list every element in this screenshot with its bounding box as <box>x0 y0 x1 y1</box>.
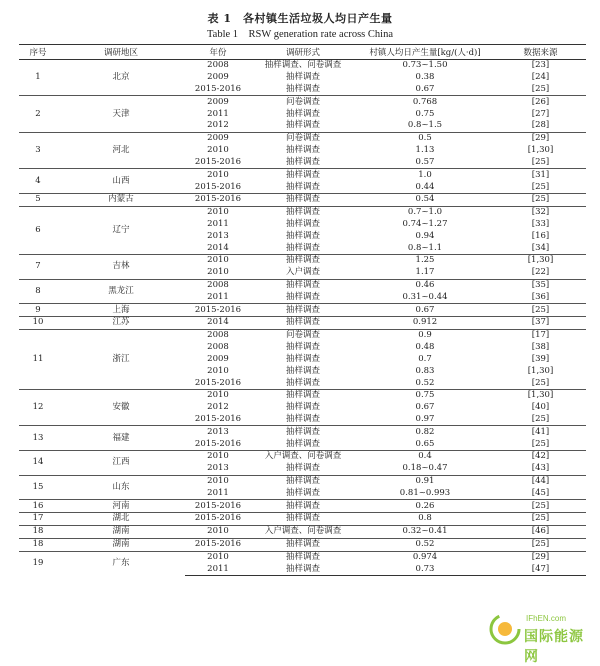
cell-generation-rate: 0.97 <box>415 413 435 424</box>
cell-source: [29] <box>495 551 586 563</box>
cell-source: [37] <box>495 317 586 330</box>
cell-method: 抽样调查 <box>251 538 355 551</box>
row-index: 10 <box>19 317 57 330</box>
cell-generation-rate: 0.54 <box>355 193 495 206</box>
cell-year: 2015-2016 <box>194 181 242 192</box>
cell-method: 抽样调查 <box>285 120 320 131</box>
table-row <box>19 475 586 487</box>
row-region: 河北 <box>57 132 185 168</box>
cell-source: [28] <box>531 120 550 131</box>
row-index: 6 <box>19 206 57 254</box>
cell-year: 2010 <box>185 451 251 463</box>
cell-method: 入户调查、问卷调查 <box>251 525 355 538</box>
cell-method: 抽样调查 <box>285 145 320 156</box>
cell-year: 2011 <box>207 218 229 229</box>
cell-generation-rate: 0.5 <box>355 132 495 144</box>
cell-generation-rate: 0.67 <box>415 84 435 95</box>
cell-year: 2009 <box>207 353 229 364</box>
cell-year: 2015-2016 <box>185 513 251 526</box>
table-row <box>19 538 586 551</box>
cell-year: 2010 <box>207 267 229 278</box>
row-index: 16 <box>19 500 57 513</box>
table-row <box>19 255 586 267</box>
row-index: 4 <box>19 169 57 194</box>
row-index: 14 <box>19 451 57 476</box>
cell-method: 抽样调查 <box>285 72 320 83</box>
cell-year: 2011 <box>207 291 229 302</box>
cell-generation-rate: 0.9 <box>355 329 495 341</box>
header-index: 序号 <box>19 45 57 60</box>
cell-year: 2009 <box>185 132 251 144</box>
cell-generation-rate: 0.91 <box>355 475 495 487</box>
cell-generation-rate: 0.32~0.41 <box>355 525 495 538</box>
cell-method: 抽样调查 <box>251 317 355 330</box>
cell-source: [34] <box>531 242 550 253</box>
cell-method: 抽样调查 <box>251 279 355 291</box>
cell-source: [29] <box>495 132 586 144</box>
cell-method: 问卷调查 <box>251 329 355 341</box>
cell-generation-rate: 1.0 <box>355 169 495 181</box>
cell-method: 抽样调查 <box>251 304 355 317</box>
cell-year: 2011 <box>185 563 251 575</box>
cell-source: [27] <box>531 108 550 119</box>
table-row <box>19 389 586 401</box>
cell-method: 入户调查、问卷调查 <box>251 451 355 463</box>
cell-source: [22] <box>531 267 550 278</box>
cell-source: [33] <box>531 218 550 229</box>
table-row <box>19 193 586 206</box>
cell-source: [40] <box>531 402 550 413</box>
row-region: 山东 <box>57 475 185 500</box>
table-title-english: Table 1 RSW generation rate across China <box>207 29 393 40</box>
cell-year: 2011 <box>207 487 229 498</box>
row-region: 江西 <box>57 451 185 476</box>
table-row <box>19 169 586 181</box>
cell-source: [25] <box>531 84 550 95</box>
cell-source: [36] <box>531 291 550 302</box>
table-row <box>19 60 586 72</box>
row-index: 18 <box>19 525 57 538</box>
cell-method: 抽样调查 <box>285 463 320 474</box>
cell-generation-rate: 0.67 <box>415 402 435 413</box>
cell-generation-rate: 0.768 <box>355 96 495 108</box>
cell-source: [25] <box>495 304 586 317</box>
row-region: 浙江 <box>57 329 185 389</box>
cell-generation-rate: 0.26 <box>355 500 495 513</box>
cell-method: 问卷调查 <box>251 132 355 144</box>
cell-year: 2015-2016 <box>194 156 242 167</box>
row-index: 1 <box>19 60 57 96</box>
table-row <box>19 451 586 463</box>
cell-method: 抽样调查 <box>285 156 320 167</box>
cell-year: 2013 <box>207 463 229 474</box>
cell-source: [25] <box>531 413 550 424</box>
row-region: 湖南 <box>57 525 185 538</box>
cell-year: 2015-2016 <box>194 84 242 95</box>
cell-generation-rate: 0.57 <box>415 156 435 167</box>
cell-year: 2013 <box>207 230 229 241</box>
cell-source: [35] <box>495 279 586 291</box>
cell-generation-rate: 1.25 <box>355 255 495 267</box>
row-index: 2 <box>19 96 57 132</box>
rsw-generation-table <box>19 44 586 576</box>
row-index: 9 <box>19 304 57 317</box>
row-index: 8 <box>19 279 57 304</box>
cell-method: 抽样调查 <box>251 551 355 563</box>
cell-method: 抽样调查 <box>285 84 320 95</box>
cell-year: 2015-2016 <box>194 438 242 449</box>
row-region: 湖北 <box>57 513 185 526</box>
table-row <box>19 96 586 108</box>
cell-method: 抽样调查 <box>251 169 355 181</box>
cell-generation-rate: 0.67 <box>355 304 495 317</box>
cell-generation-rate: 0.65 <box>415 438 435 449</box>
cell-year: 2015-2016 <box>194 377 242 388</box>
cell-generation-rate: 0.8~1.5 <box>407 120 443 131</box>
cell-generation-rate: 0.48 <box>415 342 435 353</box>
cell-method: 抽样调查 <box>285 402 320 413</box>
cell-method: 抽样调查 <box>251 475 355 487</box>
cell-generation-rate: 0.83 <box>415 365 435 376</box>
table-row <box>19 551 586 563</box>
cell-source: [39] <box>531 353 550 364</box>
cell-source: [32] <box>495 206 586 218</box>
cell-generation-rate: 0.52 <box>415 377 435 388</box>
cell-source: [42] <box>495 451 586 463</box>
row-index: 17 <box>19 513 57 526</box>
cell-source: [17] <box>495 329 586 341</box>
cell-method: 抽样调查 <box>285 291 320 302</box>
row-region: 天津 <box>57 96 185 132</box>
table-header-row <box>19 45 586 60</box>
cell-method: 抽样调查 <box>285 353 320 364</box>
table-row <box>19 500 586 513</box>
cell-generation-rate: 1.17 <box>415 267 435 278</box>
cell-year: 2015-2016 <box>185 538 251 551</box>
cell-source: [25] <box>531 156 550 167</box>
cell-generation-rate: 0.73 <box>355 563 495 575</box>
table-row <box>19 513 586 526</box>
cell-method: 抽样调查 <box>285 438 320 449</box>
cell-source: [16] <box>531 230 550 241</box>
cell-source: [25] <box>495 513 586 526</box>
cell-source: [1,30] <box>527 365 554 376</box>
cell-year: 2010 <box>185 206 251 218</box>
cell-year: 2015-2016 <box>185 500 251 513</box>
cell-source: [45] <box>531 487 550 498</box>
cell-method: 抽样调查 <box>251 206 355 218</box>
cell-year: 2008 <box>185 279 251 291</box>
cell-method: 抽样调查 <box>251 513 355 526</box>
cell-source: [25] <box>495 193 586 206</box>
cell-source: [47] <box>495 563 586 575</box>
row-region: 上海 <box>57 304 185 317</box>
cell-generation-rate: 0.82 <box>355 426 495 438</box>
row-region: 河南 <box>57 500 185 513</box>
watermark <box>488 612 588 665</box>
cell-year: 2008 <box>207 342 229 353</box>
cell-method: 抽样调查 <box>251 500 355 513</box>
cell-year: 2009 <box>185 96 251 108</box>
watermark-domain: IFhEN.com <box>526 614 567 623</box>
row-region: 安徽 <box>57 389 185 425</box>
row-region: 内蒙古 <box>57 193 185 206</box>
cell-year: 2010 <box>207 145 229 156</box>
cell-generation-rate: 0.31~0.44 <box>402 291 448 302</box>
cell-generation-rate: 0.75 <box>415 108 435 119</box>
cell-method: 问卷调查 <box>251 96 355 108</box>
table-row <box>19 525 586 538</box>
row-index: 12 <box>19 389 57 425</box>
cell-year: 2014 <box>185 317 251 330</box>
cell-generation-rate: 0.7~1.0 <box>355 206 495 218</box>
cell-generation-rate: 0.18~0.47 <box>402 463 448 474</box>
watermark-name: 国际能源网 <box>524 629 584 665</box>
cell-source: [44] <box>495 475 586 487</box>
header-year: 年份 <box>185 45 251 60</box>
header-method: 调研形式 <box>251 45 355 60</box>
cell-source: [26] <box>495 96 586 108</box>
energy-logo-icon <box>488 612 522 646</box>
cell-generation-rate: 0.74~1.27 <box>402 218 448 229</box>
table-body <box>19 60 586 576</box>
row-region: 吉林 <box>57 255 185 280</box>
cell-generation-rate: 0.52 <box>355 538 495 551</box>
cell-year: 2008 <box>185 329 251 341</box>
row-region: 福建 <box>57 426 185 451</box>
cell-source: [43] <box>531 463 550 474</box>
cell-year: 2015-2016 <box>185 193 251 206</box>
cell-method: 抽样调查 <box>251 193 355 206</box>
cell-method: 抽样调查 <box>285 230 320 241</box>
row-index: 3 <box>19 132 57 168</box>
cell-year: 2012 <box>207 120 229 131</box>
row-region: 山西 <box>57 169 185 194</box>
row-region: 江苏 <box>57 317 185 330</box>
cell-method: 抽样调查 <box>251 389 355 401</box>
cell-method: 抽样调查 <box>285 342 320 353</box>
cell-generation-rate: 0.4 <box>355 451 495 463</box>
row-region: 北京 <box>57 60 185 96</box>
row-index: 5 <box>19 193 57 206</box>
cell-generation-rate: 0.7 <box>418 353 432 364</box>
cell-method: 抽样调查 <box>285 181 320 192</box>
cell-generation-rate: 0.38 <box>415 72 435 83</box>
cell-generation-rate: 0.44 <box>415 181 435 192</box>
row-region: 辽宁 <box>57 206 185 254</box>
cell-year: 2010 <box>185 551 251 563</box>
header-source: 数据来源 <box>495 45 586 60</box>
row-index: 13 <box>19 426 57 451</box>
cell-generation-rate: 0.46 <box>355 279 495 291</box>
cell-method: 抽样调查 <box>285 413 320 424</box>
table-row <box>19 426 586 438</box>
cell-source: [25] <box>531 438 550 449</box>
cell-generation-rate: 0.73~1.50 <box>355 60 495 72</box>
cell-year: 2013 <box>185 426 251 438</box>
table-row <box>19 279 586 291</box>
cell-source: [31] <box>495 169 586 181</box>
cell-year: 2015-2016 <box>194 413 242 424</box>
cell-year: 2008 <box>185 60 251 72</box>
cell-method: 抽样调查 <box>251 255 355 267</box>
cell-method: 入户调查 <box>285 267 320 278</box>
row-region: 广东 <box>57 551 185 576</box>
cell-source: [25] <box>531 181 550 192</box>
cell-method: 抽样调查 <box>251 426 355 438</box>
cell-year: 2010 <box>185 255 251 267</box>
row-index: 15 <box>19 475 57 500</box>
cell-generation-rate: 0.75 <box>355 389 495 401</box>
cell-year: 2010 <box>185 525 251 538</box>
cell-year: 2015-2016 <box>185 304 251 317</box>
cell-year: 2012 <box>207 402 229 413</box>
header-region: 调研地区 <box>57 45 185 60</box>
row-index: 18 <box>19 538 57 551</box>
table-row <box>19 304 586 317</box>
cell-generation-rate: 1.13 <box>415 145 435 156</box>
cell-generation-rate: 0.94 <box>415 230 435 241</box>
cell-generation-rate: 0.912 <box>355 317 495 330</box>
cell-source: [25] <box>531 377 550 388</box>
cell-method: 抽样调查 <box>251 563 355 575</box>
cell-year: 2010 <box>207 365 229 376</box>
cell-generation-rate: 0.8 <box>355 513 495 526</box>
cell-source: [1,30] <box>495 389 586 401</box>
cell-source: [38] <box>531 342 550 353</box>
cell-method: 抽样调查 <box>285 365 320 376</box>
cell-year: 2010 <box>185 475 251 487</box>
cell-source: [1,30] <box>495 255 586 267</box>
cell-source: [41] <box>495 426 586 438</box>
cell-generation-rate: 0.974 <box>355 551 495 563</box>
cell-method: 抽样调查 <box>285 108 320 119</box>
row-region: 黑龙江 <box>57 279 185 304</box>
cell-method: 抽样调查 <box>285 487 320 498</box>
table-row <box>19 132 586 144</box>
table-title-chinese: 表 1 各村镇生活垃圾人均日产生量 <box>207 12 393 25</box>
cell-year: 2014 <box>207 242 229 253</box>
header-generation-rate: 村镇人均日产生量[kg/(人·d)] <box>355 45 495 60</box>
cell-year: 2011 <box>207 108 229 119</box>
cell-method: 抽样调查 <box>285 242 320 253</box>
cell-source: [25] <box>495 538 586 551</box>
cell-source: [23] <box>495 60 586 72</box>
table-row <box>19 329 586 341</box>
cell-year: 2009 <box>207 72 229 83</box>
table-row <box>19 317 586 330</box>
cell-source: [46] <box>495 525 586 538</box>
row-region: 湖南 <box>57 538 185 551</box>
cell-year: 2010 <box>185 169 251 181</box>
row-index: 11 <box>19 329 57 389</box>
cell-method: 抽样调查、问卷调查 <box>251 60 355 72</box>
cell-generation-rate: 0.81~0.993 <box>399 487 451 498</box>
cell-source: [1,30] <box>527 145 554 156</box>
table-row <box>19 206 586 218</box>
cell-method: 抽样调查 <box>285 218 320 229</box>
row-index: 7 <box>19 255 57 280</box>
cell-year: 2010 <box>185 389 251 401</box>
cell-source: [25] <box>495 500 586 513</box>
cell-source: [24] <box>531 72 550 83</box>
row-index: 19 <box>19 551 57 576</box>
cell-generation-rate: 0.8~1.1 <box>407 242 443 253</box>
cell-method: 抽样调查 <box>285 377 320 388</box>
